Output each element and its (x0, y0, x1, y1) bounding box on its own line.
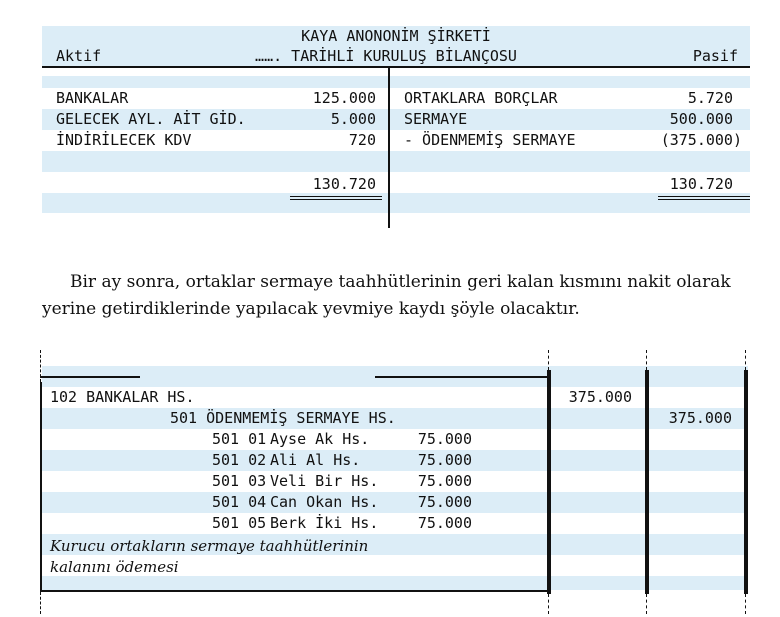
sub-account-code: 501 04 (212, 493, 267, 511)
credit-amount: 375.000 (668, 409, 732, 427)
sub-account-code: 501 02 (212, 451, 267, 469)
entry-explanation: kalanını ödemesi (50, 558, 179, 576)
liability-name: - ÖDENMEMİŞ SERMAYE (404, 131, 576, 149)
asset-name: GELECEK AYL. AİT GİD. (56, 110, 246, 128)
bottom-rule (40, 590, 548, 592)
center-divider (388, 66, 390, 228)
left-total-double-rule (290, 199, 382, 200)
right-total-double-rule (658, 196, 750, 197)
asset-amount: 125.000 (312, 89, 376, 107)
aktif-label: Aktif (56, 47, 102, 65)
dashed-guide (646, 594, 647, 614)
sub-account-amount: 75.000 (417, 430, 472, 448)
top-rule-left (40, 376, 140, 378)
asset-amount: 720 (348, 131, 376, 149)
liability-amount: 5.720 (687, 89, 733, 107)
sub-account-amount: 75.000 (417, 493, 472, 511)
dashed-guide (548, 594, 549, 614)
left-border (40, 382, 42, 592)
debit-amount: 375.000 (568, 388, 632, 406)
right-total: 130.720 (669, 175, 733, 193)
liability-name: SERMAYE (404, 110, 468, 128)
left-total: 130.720 (312, 175, 376, 193)
asset-name: İNDİRİLECEK KDV (56, 131, 192, 149)
top-rule-right (375, 376, 547, 378)
sub-account-amount: 75.000 (417, 451, 472, 469)
column-divider (547, 370, 551, 594)
dashed-guide (745, 594, 746, 614)
column-divider (744, 370, 748, 594)
company-name: KAYA ANONONİM ŞİRKETİ (301, 27, 491, 45)
dashed-guide (745, 350, 746, 370)
sub-account-name: Veli Bir Hs. (270, 472, 379, 490)
asset-amount: 5.000 (330, 110, 376, 128)
band (42, 193, 750, 213)
sub-account-code: 501 01 (212, 430, 267, 448)
band (42, 151, 750, 172)
right-total-double-rule (658, 199, 750, 200)
dashed-guide (40, 592, 41, 614)
sub-account-name: Ali Al Hs. (270, 451, 361, 469)
pasif-label: Pasif (692, 47, 738, 65)
sub-account-name: Ayse Ak Hs. (270, 430, 370, 448)
asset-name: BANKALAR (56, 89, 129, 107)
sub-account-name: Can Okan Hs. (270, 493, 379, 511)
sub-account-code: 501 03 (212, 472, 267, 490)
band (42, 576, 748, 590)
balance-title: ……. TARİHLİ KURULUŞ BİLANÇOSU (255, 47, 517, 65)
sub-account-amount: 75.000 (417, 514, 472, 532)
credit-account: 501 ÖDENMEMİŞ SERMAYE HS. (170, 409, 396, 427)
dashed-guide (646, 350, 647, 370)
column-divider (645, 370, 649, 594)
sub-account-name: Berk İki Hs. (270, 514, 379, 532)
band (42, 76, 750, 88)
left-total-double-rule (290, 196, 382, 197)
liability-amount: 500.000 (669, 110, 733, 128)
liability-amount: (375.000) (660, 131, 742, 149)
paragraph-line: yerine getirdiklerinde yapılacak yevmiye kaydı şöyle olacaktır. (42, 299, 580, 319)
dashed-guide (548, 350, 549, 370)
entry-explanation: Kurucu ortakların sermaye taahhütlerinin (50, 537, 369, 555)
sub-account-code: 501 05 (212, 514, 267, 532)
liability-name: ORTAKLARA BORÇLAR (404, 89, 558, 107)
debit-account: 102 BANKALAR HS. (50, 388, 195, 406)
paragraph-line: Bir ay sonra, ortaklar sermaye taahhütlerinin geri kalan kısmını nakit olarak (70, 272, 731, 292)
sub-account-amount: 75.000 (417, 472, 472, 490)
